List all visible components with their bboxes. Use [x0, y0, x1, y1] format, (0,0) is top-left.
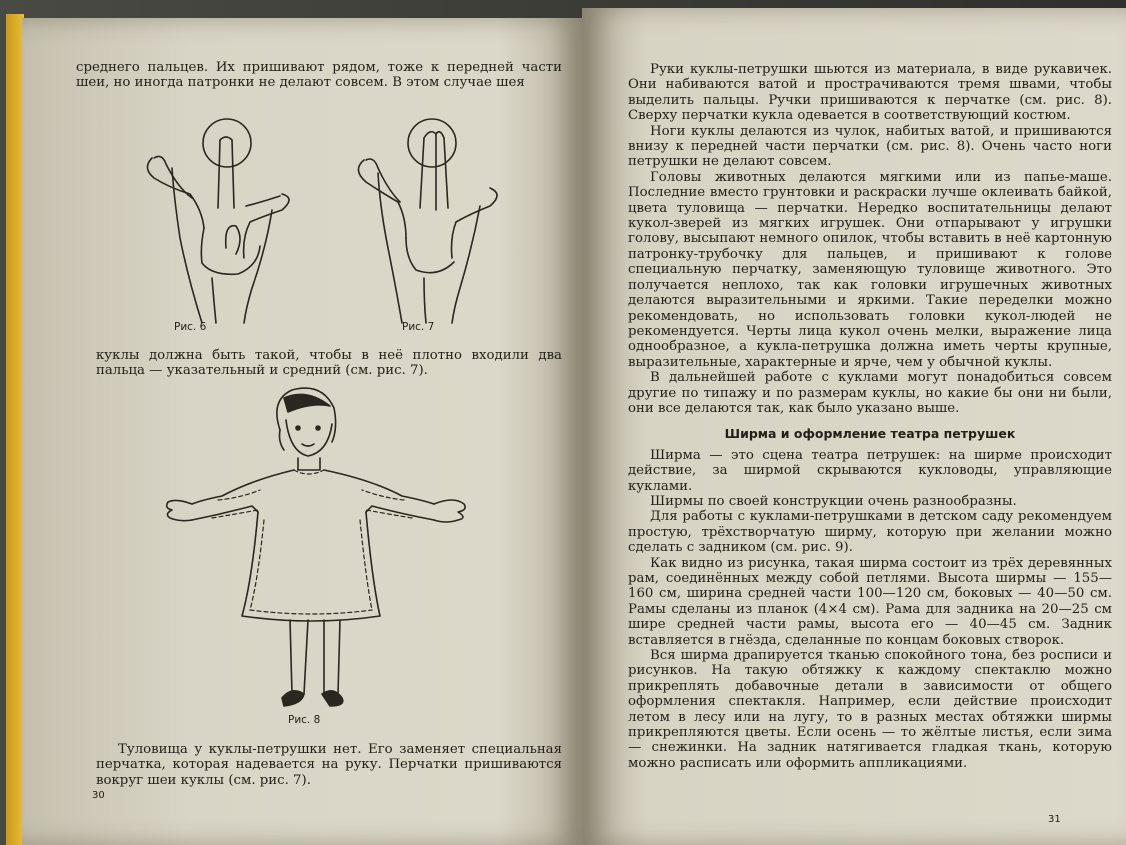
figure-6-caption: Рис. 6 — [174, 321, 207, 333]
paragraph-hands: Руки куклы-петрушки шьются из материала, в виде рукавичек. Они набиваются ватой и прострачиваются тремя швами, чтобы выделить пальцы. Ручки пришиваются к перчатке (см. рис. 8). Сверху перчатки кукла одевается в соответствующий костюм. — [628, 62, 1112, 124]
figure-7-caption: Рис. 7 — [402, 321, 435, 333]
paragraph-screen-variety: Ширмы по своей конструкции очень разнообразны. — [650, 493, 1017, 509]
left-page-number: 30 — [92, 790, 105, 801]
paragraph-legs: Ноги куклы делаются из чулок, набитых ватой, и пришиваются внизу к передней части перчатки (см. рис. 8). Очень часто ноги петрушки не делают совсем. — [628, 123, 1112, 170]
right-page — [582, 8, 1126, 845]
section-heading: Ширма и оформление театра петрушек — [724, 426, 1016, 442]
left-top-text: среднего пальцев. Их пришивают рядом, тоже к передней части шеи, но иногда патронки не делают совсем. В этом случае шея — [76, 60, 562, 91]
left-bottom-text: Туловища у куклы-петрушки нет. Его заменяет специальная перчатка, которая надевается на руку. Перчатки пришиваются вокруг шеи куклы (см. рис. 7). — [96, 742, 562, 788]
paragraph-screen-definition: Ширма — это сцена театра петрушек: на ширме происходит действие, за ширмой скрываются кукловоды, управляющие куклами. — [628, 447, 1112, 494]
paragraph-screen-drapery: Вся ширма драпируется тканью спокойного тона, без росписи и рисунков. На такую обтяжку к каждому спектаклю можно прикреплять добавочные детали в зависимости от общего оформления спектакля. Например, если действие происходит летом в лесу или на лугу, то в разных местах обтяжки ширмы прикрепляются цветы. Если осень — то жёлтые листья, если зима — снежинки. На задник натягивается гладкая ткань, которую можно расписать или оформить аппликациями. — [628, 648, 1112, 771]
left-mid-text: куклы должна быть такой, чтобы в неё плотно входили два пальца — указательный и средний (см. рис. 7). — [96, 348, 562, 379]
figure-7-hand-illustration — [340, 98, 510, 323]
right-page-number: 31 — [1048, 814, 1061, 825]
figure-8-puppet-illustration — [162, 380, 472, 710]
paragraph-screen-recommendation: Для работы с куклами-петрушками в детском саду рекомендуем простую, трёхстворчатую ширму, которую при желании можно сделать с задником (см. рис. 9). — [628, 509, 1112, 556]
paragraph-animal-heads: Головы животных делаются мягкими или из папье-маше. Последние вместо грунтовки и раскраски лучше оклеивать байкой, цвета туловища — перчатки. Нередко воспитательницы делают кукол-зверей из мягких игрушек. Они отпарывают у игрушки голову, высыпают немного опилок, чтобы вставить в неё картонную патронку-трубочку для пальцев, и пришивают к голове специальную перчатку, заменяющую туловище животного. Это получается неплохо, так как головки игрушечных животных делаются выразительными и яркими. Такие переделки можно рекомендовать, но использовать головки кукол-людей не рекомендуется. Черты лица кукол очень мелки, выражение лица однообразное, а кукла-петрушка должна иметь черты крупные, выразительные, характерные и ярче, чем у обычной куклы. — [628, 169, 1112, 370]
paragraph-further-work: В дальнейшей работе с куклами могут понадобиться совсем другие по типажу и по размерам куклы, но какие бы они ни были, они все делаются так, как было указано выше. — [628, 370, 1112, 416]
figure-6-hand-illustration — [132, 98, 302, 323]
right-page-text — [628, 62, 1112, 771]
figure-8-caption: Рис. 8 — [288, 714, 321, 726]
left-page — [22, 18, 582, 845]
paragraph-screen-dimensions: Как видно из рисунка, такая ширма состоит из трёх деревянных рам, соединённых между собой петлями. Высота ширмы — 155—160 см, ширина средней части 100—120 см, боковых — 40—50 см. Рамы сделаны из планок (4×4 см). Рама для задника на 20—25 см шире средней части рамы, высота его — 40—45 см. Задник вставляется в гнёзда, сделанные по концам боковых створок. — [628, 555, 1112, 648]
